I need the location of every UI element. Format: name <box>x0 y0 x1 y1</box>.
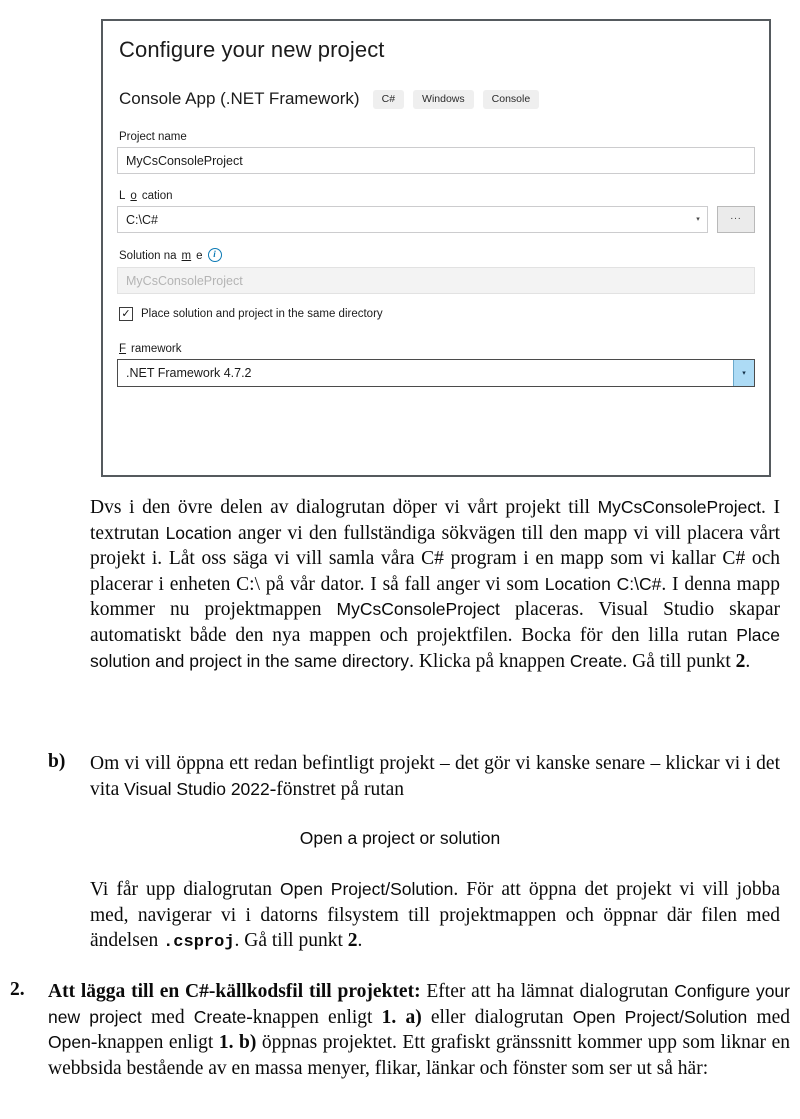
p1-t3: anger vi den fullständiga sökvägen till den mapp vi vill placera vårt projekt i. Låt oss säga vi vill samla våra C# program i en mapp som vi kallar C# och placerar i enheten C:\ på vår dator. I så fall anger vi som <box>90 522 780 595</box>
place-solution-checkbox-label <box>141 308 383 320</box>
solution-name-label-accesskey: m <box>181 250 192 263</box>
framework-field <box>117 343 755 387</box>
centered-open-project-label: Open a project or solution <box>299 828 501 848</box>
p2-b2: 1. b) <box>218 1032 257 1054</box>
p1-t2: . I textrutan <box>90 497 780 544</box>
p3-t4: . <box>357 930 363 952</box>
solution-name-label-pre: Solution na <box>119 250 177 263</box>
configure-project-dialog <box>101 19 771 477</box>
p2-t2: med <box>141 1006 194 1028</box>
p1-ui1: MyCsConsoleProject <box>597 497 761 517</box>
solution-name-input[interactable] <box>117 267 755 294</box>
place-solution-checkbox[interactable]: ✓ <box>119 307 133 321</box>
place-solution-label-accesskey: d <box>338 308 345 321</box>
pb-t1: Om vi vill öppna ett redan befintligt projekt – det gör vi kanske senare – klickar vi i det vita <box>90 753 780 800</box>
framework-chevron-down-icon[interactable]: ▾ <box>733 360 754 386</box>
p1-ui3: Location C:\C# <box>544 573 662 594</box>
p3-t2: . För att öppna det projekt vi vill jobba med, navigerar vi i datorns filsystem till projektmappen och öppnar där filen med ändelsen <box>90 879 781 952</box>
p2-t3: -knappen enligt <box>246 1006 382 1028</box>
location-label-pre: L <box>119 190 126 203</box>
p1-t8: . <box>745 650 751 672</box>
project-name-label <box>119 131 755 143</box>
project-name-value: MyCsConsoleProject <box>126 153 243 168</box>
framework-value: .NET Framework 4.7.2 <box>126 366 252 381</box>
p1-b1: 2 <box>735 650 746 672</box>
project-name-field <box>117 131 755 174</box>
location-field <box>117 190 755 233</box>
framework-label-post: ramework <box>131 343 182 356</box>
p2-heading: Att lägga till en C#-källkodsfil till projektet: <box>48 981 421 1002</box>
tag-language: C# <box>373 90 404 110</box>
dialog-body <box>103 21 769 387</box>
location-row <box>117 206 755 233</box>
project-name-label-text: Project name <box>119 131 187 144</box>
p1-ui5: Place solution and project in the same directory <box>90 624 780 671</box>
solution-name-placeholder: MyCsConsoleProject <box>126 273 243 288</box>
location-label-accesskey: o <box>130 190 137 203</box>
location-combobox[interactable] <box>117 206 708 233</box>
location-label-post: cation <box>141 190 173 203</box>
solution-name-field <box>117 249 755 294</box>
browse-button[interactable]: ... <box>717 206 755 233</box>
p3-t3: . Gå till punkt <box>234 930 348 952</box>
p3-ui1: Open Project/Solution <box>280 879 454 899</box>
p3-t1: Vi får upp dialogrutan <box>90 879 281 900</box>
p2-t1: Efter att ha lämnat dialogrutan <box>420 981 675 1002</box>
place-solution-label-post: irectory <box>344 308 383 321</box>
p1-ui6: Create <box>569 650 623 671</box>
p1-t6: . Klicka på knappen <box>409 650 570 672</box>
paragraph-item-2 <box>48 979 790 1081</box>
dialog-title: Configure your new project <box>119 37 385 62</box>
solution-name-label-post: e <box>196 250 203 263</box>
solution-name-label <box>119 249 755 263</box>
paragraph-item-b <box>90 751 780 802</box>
list-marker-2: 2. <box>10 979 25 1000</box>
info-icon[interactable]: i <box>208 248 222 262</box>
p2-ui4: Open <box>48 1032 91 1053</box>
p1-t4: . I denna mapp kommer nu projektmappen <box>90 573 780 621</box>
pb-ui1: Visual Studio 2022 <box>124 778 270 799</box>
place-solution-label-pre: Place solution and project in the same <box>141 308 339 321</box>
p1-t1: Dvs i den övre delen av dialogrutan döper vi vårt projekt till <box>90 497 598 518</box>
p3-b1: 2 <box>347 930 358 952</box>
paragraph-3 <box>90 877 780 956</box>
place-solution-checkbox-row[interactable] <box>119 307 755 321</box>
p1-ui4: MyCsConsoleProject <box>336 599 500 620</box>
project-name-input[interactable] <box>117 147 755 174</box>
tag-project-type: Console <box>483 90 540 110</box>
p1-t5: placeras. Visual Studio skapar automatiskt både den nya mappen och projektfilen. Bocka för den lilla rutan <box>90 599 780 646</box>
location-label <box>119 190 755 202</box>
tag-platform: Windows <box>413 90 474 110</box>
p2-t4: eller dialogrutan <box>421 1006 573 1028</box>
p3-mono1: .csproj <box>163 933 235 953</box>
pb-t2: -fönstret på rutan <box>269 778 405 800</box>
p2-t7: öppnas projektet. Ett grafiskt gränssnitt kommer upp som liknar en webbsida bestående av en massa menyer, flikar, länkar och fönster som ser ut så här: <box>48 1032 790 1079</box>
template-name: Console App (.NET Framework) <box>119 89 360 109</box>
location-value: C:\C# <box>126 212 158 227</box>
framework-label-accesskey: F <box>119 343 127 356</box>
p2-t6: -knappen enligt <box>90 1032 219 1054</box>
paragraph-1 <box>90 495 780 674</box>
p2-ui3: Open Project/Solution <box>572 1006 748 1027</box>
p1-t7: . Gå till punkt <box>622 650 736 672</box>
framework-combobox[interactable] <box>117 359 755 387</box>
list-marker-b: b) <box>48 751 66 772</box>
p2-b1: 1. a) <box>381 1006 422 1028</box>
framework-label <box>119 343 755 355</box>
p2-ui2: Create <box>193 1006 247 1027</box>
p1-ui2: Location <box>165 522 232 543</box>
template-header <box>119 89 755 109</box>
p2-t5: med <box>747 1006 791 1028</box>
p2-ui1: Configure your new project <box>48 981 790 1027</box>
chevron-down-icon[interactable]: ▾ <box>696 216 700 224</box>
